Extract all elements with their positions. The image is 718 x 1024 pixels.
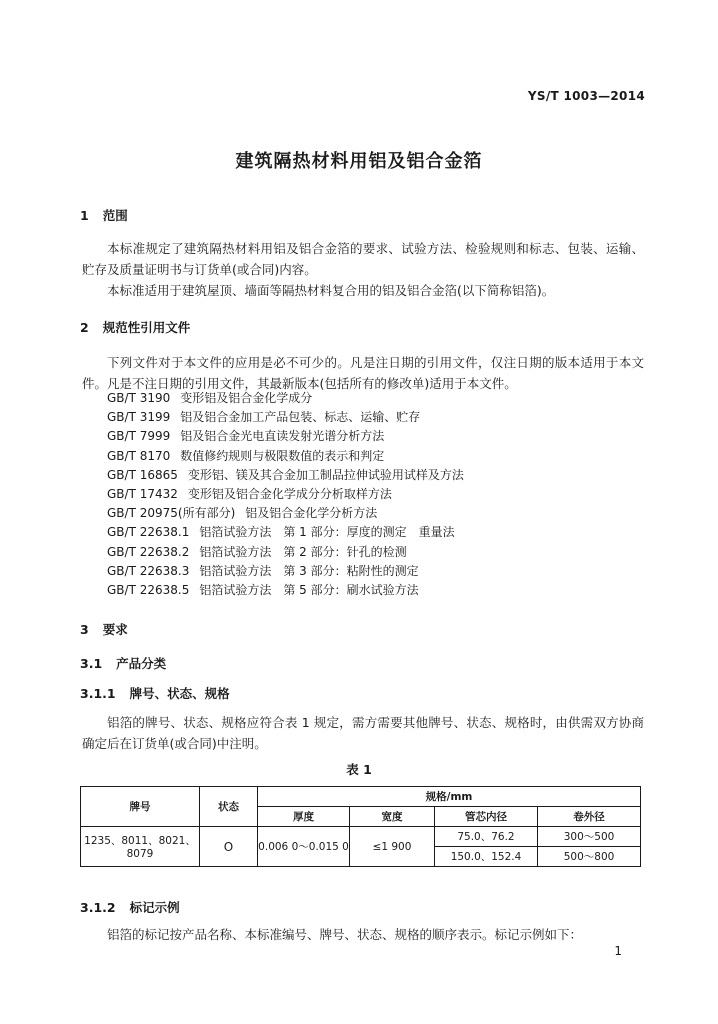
marking-paragraph: 铝箔的标记按产品名称、本标准编号、牌号、状态、规格的顺序表示。标记示例如下： bbox=[107, 927, 583, 942]
header-spec-group: 规格/mm bbox=[258, 787, 641, 807]
grade-paragraph: 铝箔的牌号、状态、规格应符合表 1 规定，需方需要其他牌号、状态、规格时，由供需双方协商确定后在订货单(或合同)中注明。 bbox=[82, 715, 644, 751]
reference-item bbox=[107, 562, 464, 581]
reference-title: 铝箔试验方法 第 1 部分：厚度的测定 重量法 bbox=[199, 525, 455, 540]
scope-paragraph-2: 本标准适用于建筑屋顶、墙面等隔热材料复合用的铝及铝合金箔(以下简称铝箔)。 bbox=[107, 283, 555, 298]
reference-title: 变形铝、镁及其合金加工制品拉伸试验用试样及方法 bbox=[187, 467, 464, 482]
reference-title: 变形铝及铝合金化学成分 bbox=[180, 391, 313, 405]
section-title: 产品分类 bbox=[116, 656, 167, 671]
reference-code: GB/T 17432 bbox=[107, 487, 178, 502]
header-coil-od: 卷外径 bbox=[538, 807, 641, 827]
reference-code: GB/T 7999 bbox=[107, 429, 171, 444]
header-thickness: 厚度 bbox=[258, 807, 350, 827]
cell-core-id: 150.0、152.4 bbox=[435, 847, 538, 867]
reference-title: 铝箔试验方法 第 5 部分：刷水试验方法 bbox=[199, 583, 419, 598]
header-temper: 状态 bbox=[200, 787, 258, 827]
reference-item bbox=[107, 543, 464, 562]
reference-code: GB/T 20975(所有部分) bbox=[107, 506, 236, 521]
reference-title: 变形铝及铝合金化学成分分析取样方法 bbox=[187, 487, 392, 502]
cell-coil-od: 300～500 bbox=[538, 827, 641, 847]
section-title: 标记示例 bbox=[129, 900, 180, 915]
page-number: 1 bbox=[614, 944, 622, 958]
section-number: 2 bbox=[80, 320, 89, 335]
reference-item bbox=[107, 504, 464, 523]
reference-code: GB/T 8170 bbox=[107, 448, 171, 463]
document-title: 建筑隔热材料用铝及铝合金箔 bbox=[235, 151, 483, 172]
standard-number: YS/T 1003—2014 bbox=[527, 89, 645, 103]
references-intro: 下列文件对于本文件的应用是必不可少的。凡是注日期的引用文件，仅注日期的版本适用于本文件。凡是不注日期的引用文件，其最新版本(包括所有的修改单)适用于本文件。 bbox=[82, 355, 644, 391]
reference-code: GB/T 22638.2 bbox=[107, 544, 190, 559]
header-width: 宽度 bbox=[350, 807, 435, 827]
section-title: 牌号、状态、规格 bbox=[129, 686, 230, 701]
spec-table bbox=[80, 786, 641, 867]
reference-item bbox=[107, 389, 464, 408]
section-heading-2 bbox=[80, 318, 190, 336]
section-heading-3-1 bbox=[80, 654, 166, 672]
reference-title: 数值修约规则与极限数值的表示和判定 bbox=[180, 448, 385, 463]
section-heading-1 bbox=[80, 206, 128, 224]
section-number: 3.1 bbox=[80, 656, 103, 671]
reference-item bbox=[107, 447, 464, 466]
cell-core-id: 75.0、76.2 bbox=[435, 827, 538, 847]
header-grade: 牌号 bbox=[81, 787, 200, 827]
reference-code: GB/T 22638.1 bbox=[107, 525, 190, 540]
reference-title: 铝及铝合金加工产品包装、标志、运输、贮存 bbox=[180, 410, 421, 425]
reference-code: GB/T 22638.5 bbox=[107, 583, 190, 598]
reference-item bbox=[107, 523, 464, 542]
reference-item bbox=[107, 408, 464, 427]
cell-grade: 1235、8011、8021、8079 bbox=[81, 827, 200, 867]
section-title: 范围 bbox=[102, 208, 128, 223]
reference-list bbox=[107, 389, 464, 600]
section-number: 3 bbox=[80, 622, 89, 637]
section-heading-3-1-2 bbox=[80, 898, 180, 916]
section-heading-3 bbox=[80, 620, 128, 638]
reference-item bbox=[107, 427, 464, 446]
header-core-id: 管芯内径 bbox=[435, 807, 538, 827]
cell-coil-od: 500～800 bbox=[538, 847, 641, 867]
reference-item bbox=[107, 466, 464, 485]
cell-temper: O bbox=[200, 827, 258, 867]
reference-title: 铝及铝合金光电直读发射光谱分析方法 bbox=[180, 429, 385, 444]
section-number: 1 bbox=[80, 208, 89, 223]
section-title: 要求 bbox=[102, 622, 128, 637]
reference-title: 铝箔试验方法 第 3 部分：粘附性的测定 bbox=[199, 563, 419, 578]
reference-code: GB/T 3190 bbox=[107, 391, 171, 405]
cell-thickness: 0.006 0～0.015 0 bbox=[258, 827, 350, 867]
reference-item bbox=[107, 581, 464, 600]
cell-width: ≤1 900 bbox=[350, 827, 435, 867]
section-heading-3-1-1 bbox=[80, 684, 230, 702]
reference-code: GB/T 3199 bbox=[107, 410, 171, 425]
reference-title: 铝及铝合金化学分析方法 bbox=[245, 506, 378, 521]
section-title: 规范性引用文件 bbox=[102, 320, 191, 335]
scope-paragraph-1: 本标准规定了建筑隔热材料用铝及铝合金箔的要求、试验方法、检验规则和标志、包装、运输、贮存及质量证明书与订货单(或合同)内容。 bbox=[82, 241, 644, 277]
reference-code: GB/T 22638.3 bbox=[107, 563, 190, 578]
reference-code: GB/T 16865 bbox=[107, 467, 178, 482]
reference-title: 铝箔试验方法 第 2 部分：针孔的检测 bbox=[199, 544, 407, 559]
reference-item bbox=[107, 485, 464, 504]
section-number: 3.1.2 bbox=[80, 900, 116, 915]
section-number: 3.1.1 bbox=[80, 686, 116, 701]
table-title: 表 1 bbox=[346, 762, 372, 777]
